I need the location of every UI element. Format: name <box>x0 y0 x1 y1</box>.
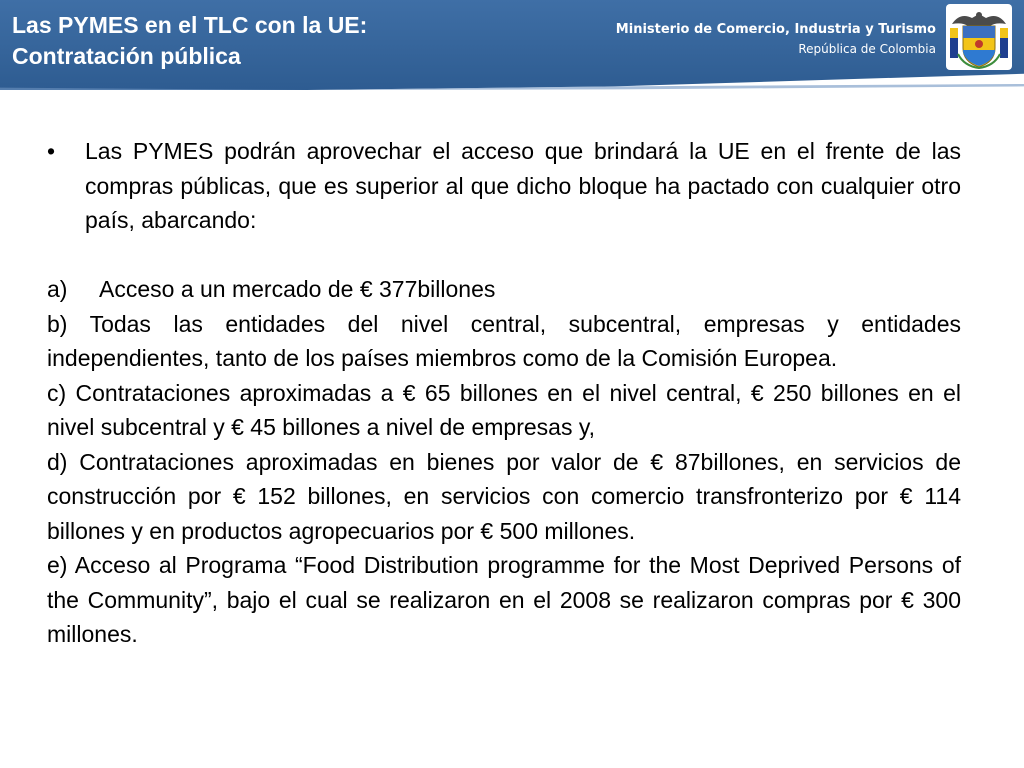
item-c: c) Contrataciones aproximadas a € 65 billones en el nivel central, € 250 billones en el nivel subcentral y € 45 billones a nivel de empresas y, <box>47 379 961 440</box>
slide-title-line1: Las PYMES en el TLC con la UE: <box>12 12 368 38</box>
bullet-mark: • <box>47 138 56 164</box>
item-a-label: a) <box>47 276 68 302</box>
ministry-name: Ministerio de Comercio, Industria y Turismo <box>615 22 936 37</box>
country-name: República de Colombia <box>798 42 936 56</box>
colombia-coat-of-arms-icon <box>946 4 1012 70</box>
item-d: d) Contrataciones aproximadas en bienes por valor de € 87billones, en servicios de construcción por € 152 billones, en servicios con comercio transfronterizo por € 114 billones y en productos agropecuarios por € 500 millones. <box>47 448 961 544</box>
intro-bullet <box>47 134 961 238</box>
item-a-text: Acceso a un mercado de € 377billones <box>99 276 496 302</box>
spacer <box>47 238 961 273</box>
slide-title <box>12 10 367 72</box>
item-b: b) Todas las entidades del nivel central, subcentral, empresas y entidades independientes, tanto de los países miembros como de la Comisión Europea. <box>47 310 961 371</box>
item-e: e) Acceso al Programa “Food Distribution programme for the Most Deprived Persons of the Community”, bajo el cual se realizaron en el 2008 se realizaron compras por € 300 millones. <box>47 552 961 647</box>
intro-bullet-text: Las PYMES podrán aprovechar el acceso que brindará la UE en el frente de las compras públicas, que es superior al que dicho bloque ha pactado con cualquier otro país, abarcando: <box>85 138 961 233</box>
slide-title-line2: Contratación pública <box>12 43 241 69</box>
slide-body <box>47 134 961 652</box>
ministry-label <box>616 20 936 58</box>
item-a <box>47 272 961 307</box>
